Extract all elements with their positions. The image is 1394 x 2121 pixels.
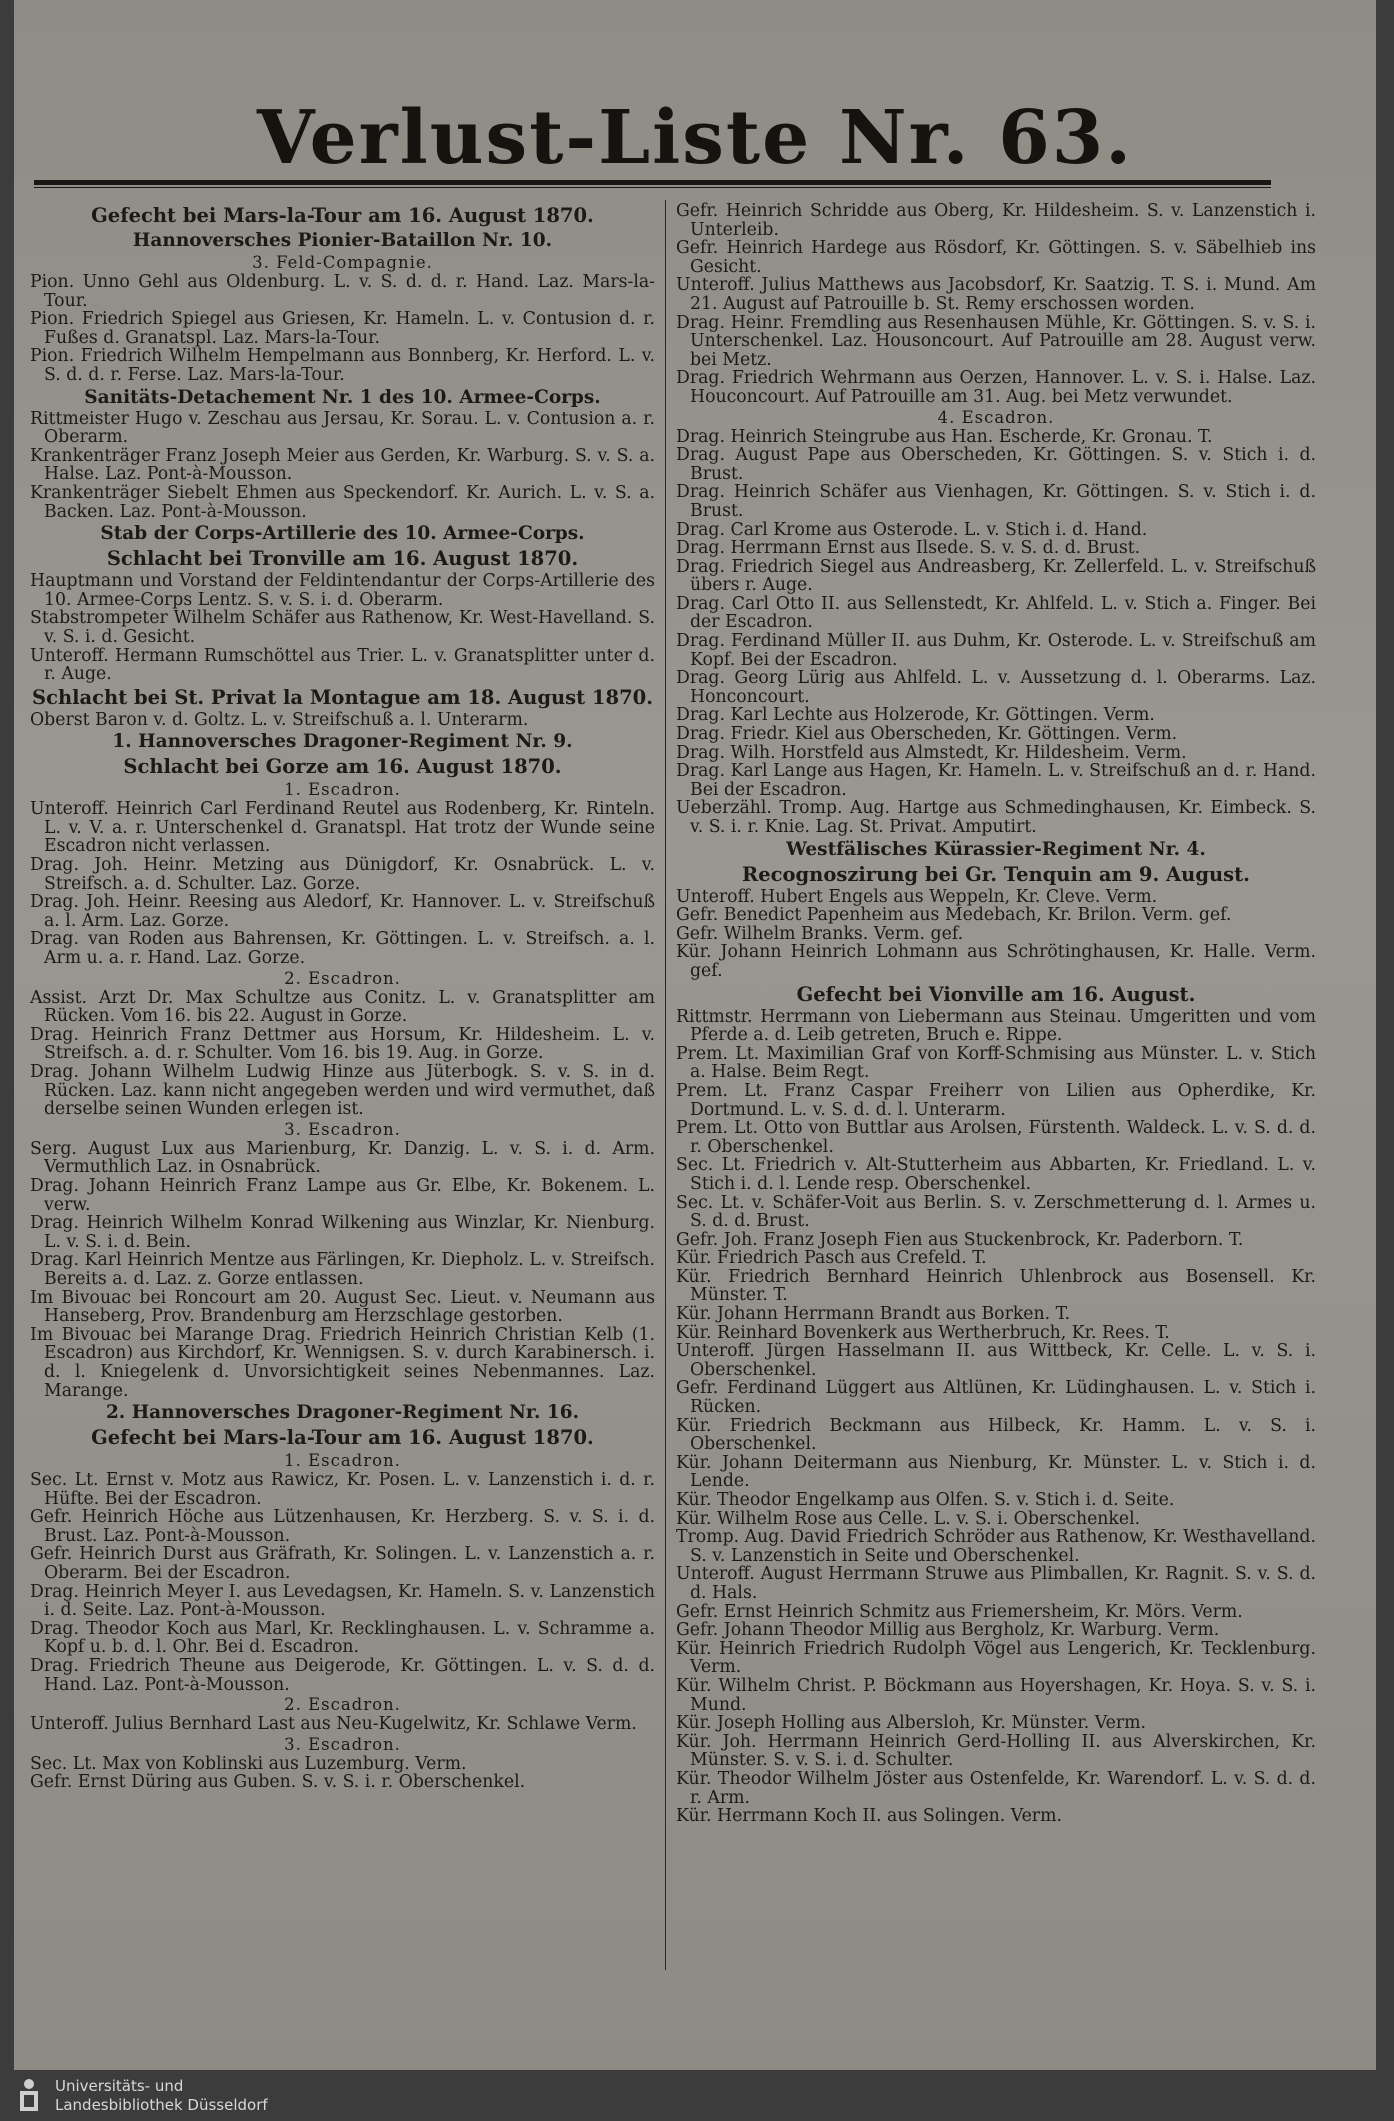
- newspaper-page: [14, 0, 1376, 2070]
- library-logo-icon: [14, 2076, 44, 2114]
- casualty-entry: Gefr. Heinrich Hardege aus Rösdorf, Kr. Göttingen. S. v. Säbelhieb ins Gesicht.: [676, 238, 1316, 277]
- casualty-entry: Sec. Lt. Max von Koblinski aus Luzemburg. Verm.: [30, 1753, 467, 1774]
- casualty-entry: Drag. Ferdinand Müller II. aus Duhm, Kr. Osterode. L. v. Streifschuß am Kopf. Bei der Escadron.: [676, 631, 1316, 670]
- casualty-entry: Kür. Wilhelm Christ. P. Böckmann aus Hoyershagen, Kr. Hoya. S. v. S. i. Mund.: [676, 1675, 1316, 1715]
- casualty-entry: Pion. Friedrich Wilhelm Hempelmann aus Bonnberg, Kr. Herford. L. v. S. d. d. r. Ferse. Laz. Mars-la-Tour.: [30, 346, 655, 385]
- footer-credit: [55, 2077, 268, 2115]
- casualty-entry: Pion. Unno Gehl aus Oldenburg. L. v. S. d. d. r. Hand. Laz. Mars-la-Tour.: [30, 272, 655, 311]
- casualty-entry: Unteroff. Heinrich Carl Ferdinand Reutel aus Rodenberg, Kr. Rinteln. L. v. V. a. r. Unterschenkel d. Granatspl. Hat trotz der Wunde seine Escadron nicht verlassen.: [30, 799, 655, 857]
- unit-heading: 1. Hannoversches Dragoner-Regiment Nr. 9.: [112, 731, 573, 753]
- casualty-entry: Kür. Theodor Engelkamp aus Olfen. S. v. Stich i. d. Seite.: [676, 1490, 1175, 1510]
- casualty-entry: Gefr. Benedict Papenheim aus Medebach, Kr. Brilon. Verm. gef.: [676, 905, 1232, 926]
- casualty-entry: Gefr. Ferdinand Lüggert aus Altlünen, Kr. Lüdinghausen. L. v. Stich i. Rücken.: [676, 1378, 1316, 1418]
- battle-heading: Recognoszirung bei Gr. Tenquin am 9. August.: [742, 862, 1250, 886]
- casualty-entry: Drag. Johann Heinrich Franz Lampe aus Gr. Elbe, Kr. Bokenem. L. verw.: [30, 1175, 655, 1215]
- footer-line-1: Universitäts- und: [55, 2077, 184, 2095]
- casualty-entry: Prem. Lt. Otto von Buttlar aus Arolsen, Fürstenth. Waldeck. L. v. S. d. d. r. Oberschenkel.: [676, 1118, 1316, 1157]
- casualty-entry: Kür. Theodor Wilhelm Jöster aus Ostenfelde, Kr. Warendorf. L. v. S. d. d. r. Arm.: [676, 1768, 1316, 1808]
- unit-heading: Hannoversches Pionier-Bataillon Nr. 10.: [132, 230, 553, 251]
- casualty-entry: Drag. Friedrich Theune aus Deigerode, Kr. Göttingen. L. v. S. d. d. Hand. Laz. Pont-à-Mousson.: [30, 1656, 655, 1695]
- subunit-heading: 2. Escadron.: [284, 1695, 401, 1715]
- casualty-entry: Rittmeister Hugo v. Zeschau aus Jersau, Kr. Sorau. L. v. Contusion a. r. Oberarm.: [30, 408, 655, 448]
- title-rule: [34, 180, 1271, 188]
- subunit-heading: 3. Escadron.: [284, 1119, 401, 1139]
- casualty-entry: Kür. Herrmann Koch II. aus Solingen. Verm.: [676, 1806, 1062, 1827]
- casualty-entry: Unteroff. Hermann Rumschöttel aus Trier. L. v. Granatsplitter unter d. r. Auge.: [30, 645, 655, 685]
- column-divider: [665, 200, 666, 1970]
- subunit-heading: 1. Escadron.: [284, 1451, 401, 1471]
- casualty-entry: Drag. Karl Heinrich Mentze aus Färlingen, Kr. Diepholz. L. v. Streifsch. Bereits a. d. Laz. z. Gorze entlassen.: [30, 1250, 655, 1289]
- casualty-entry: Kür. Friedrich Bernhard Heinrich Uhlenbrock aus Bosensell. Kr. Münster. T.: [676, 1266, 1316, 1306]
- right-column: [676, 202, 1316, 1826]
- casualty-entry: Unteroff. August Herrmann Struwe aus Plimballen, Kr. Ragnit. S. v. S. d. d. Hals.: [676, 1564, 1316, 1603]
- left-column: [30, 202, 655, 1792]
- casualty-entry: Drag. Heinrich Steingrube aus Han. Escherde, Kr. Gronau. T.: [676, 426, 1213, 447]
- casualty-entry: Drag. Wilh. Horstfeld aus Almstedt, Kr. Hildesheim. Verm.: [676, 742, 1187, 763]
- casualty-entry: Drag. Friedrich Siegel aus Andreasberg, Kr. Zellerfeld. L. v. Streifschuß übers r. Auge.: [676, 556, 1316, 596]
- casualty-entry: Im Bivouac bei Marange Drag. Friedrich Heinrich Christian Kelb (1. Escadron) aus Kirchdorf, Kr. Wennigsen. S. v. durch Karabinersch. i. d. l. Kniegelenk d. Unvorsichtigkeit seines Nebenmannes. Laz. Marange.: [30, 1324, 655, 1401]
- casualty-entry: Drag. Friedrich Wehrmann aus Oerzen, Hannover. L. v. S. i. Halse. Laz. Houconcourt. Auf Patrouille am 31. Aug. bei Metz verwundet.: [676, 368, 1316, 407]
- casualty-entry: Drag. van Roden aus Bahrensen, Kr. Göttingen. L. v. Streifsch. a. l. Arm u. a. r. Hand. Laz. Gorze.: [30, 929, 655, 969]
- casualty-entry: Prem. Lt. Franz Caspar Freiherr von Lilien aus Opherdike, Kr. Dortmund. L. v. S. d. d. l. Unterarm.: [676, 1080, 1316, 1120]
- casualty-entry: Drag. Theodor Koch aus Marl, Kr. Recklinghausen. L. v. Schramme a. Kopf u. b. d. l. Ohr. Bei d. Escadron.: [30, 1618, 655, 1658]
- casualty-entry: Drag. Carl Krome aus Osterode. L. v. Stich i. d. Hand.: [676, 519, 1148, 540]
- battle-heading: Schlacht bei Tronville am 16. August 1870.: [106, 547, 579, 571]
- casualty-entry: Gefr. Ernst Heinrich Schmitz aus Friemersheim, Kr. Mörs. Verm.: [676, 1601, 1243, 1622]
- casualty-entry: Drag. Heinrich Meyer I. aus Levedagsen, Kr. Hameln. S. v. Lanzenstich i. d. Seite. Laz. Pont-à-Mousson.: [30, 1581, 655, 1621]
- casualty-entry: Krankenträger Franz Joseph Meier aus Gerden, Kr. Warburg. S. v. S. a. Halse. Laz. Pont-à-Mousson.: [30, 445, 655, 485]
- page-title: Verlust-Liste Nr. 63.: [256, 95, 1134, 181]
- casualty-entry: Stabstrompeter Wilhelm Schäfer aus Rathenow, Kr. West-Havelland. S. v. S. i. d. Gesicht.: [30, 608, 655, 647]
- casualty-entry: Unteroff. Julius Bernhard Last aus Neu-Kugelwitz, Kr. Schlawe Verm.: [30, 1714, 637, 1735]
- subunit-heading: 4. Escadron.: [937, 407, 1055, 427]
- casualty-entry: Serg. August Lux aus Marienburg, Kr. Danzig. L. v. S. i. d. Arm. Vermuthlich Laz. in Osnabrück.: [30, 1138, 655, 1178]
- battle-heading: Gefecht bei Mars-la-Tour am 16. August 1870.: [91, 1426, 594, 1450]
- casualty-entry: Unteroff. Hubert Engels aus Weppeln, Kr. Cleve. Verm.: [676, 886, 1158, 907]
- casualty-entry: Drag. Joh. Heinr. Reesing aus Aledorf, Kr. Hannover. L. v. Streifschuß a. l. Arm. Laz. Gorze.: [30, 892, 655, 931]
- casualty-entry: Kür. Friedrich Pasch aus Crefeld. T.: [676, 1248, 987, 1269]
- casualty-entry: Drag. Karl Lechte aus Holzerode, Kr. Göttingen. Verm.: [676, 705, 1155, 726]
- casualty-entry: Drag. Georg Lürig aus Ahlfeld. L. v. Aussetzung d. l. Oberarms. Laz. Honconcourt.: [676, 668, 1316, 707]
- casualty-entry: Unteroff. Jürgen Hasselmann II. aus Wittbeck, Kr. Celle. L. v. S. i. Oberschenkel.: [676, 1341, 1316, 1380]
- casualty-entry: Sec. Lt. Ernst v. Motz aus Rawicz, Kr. Posen. L. v. Lanzenstich i. d. r. Hüfte. Bei der Escadron.: [30, 1470, 655, 1509]
- unit-heading: Westfälisches Kürassier-Regiment Nr. 4.: [786, 838, 1206, 860]
- casualty-entry: Rittmstr. Herrmann von Liebermann aus Steinau. Umgeritten und vom Pferde a. d. Leib getreten, Bruch e. Rippe.: [676, 1006, 1316, 1046]
- casualty-entry: Gefr. Ernst Düring aus Guben. S. v. S. i. r. Oberschenkel.: [30, 1772, 526, 1793]
- battle-heading: Schlacht bei St. Privat la Montague am 18. August 1870.: [31, 685, 653, 709]
- casualty-entry: Drag. Joh. Heinr. Metzing aus Dünigdorf, Kr. Osnabrück. L. v. Streifsch. a. d. Schulter. Laz. Gorze.: [30, 855, 655, 894]
- casualty-entry: Gefr. Joh. Franz Joseph Fien aus Stuckenbrock, Kr. Paderborn. T.: [676, 1229, 1244, 1250]
- subunit-heading: 1. Escadron.: [284, 780, 401, 800]
- casualty-entry: Drag. Heinrich Wilhelm Konrad Wilkening aus Winzlar, Kr. Nienburg. L. v. S. i. d. Bein.: [30, 1213, 655, 1252]
- casualty-entry: Ueberzähl. Tromp. Aug. Hartge aus Schmedinghausen, Kr. Eimbeck. S. v. S. i. r. Knie. Lag. St. Privat. Amputirt.: [676, 798, 1316, 837]
- casualty-entry: Im Bivouac bei Roncourt am 20. August Sec. Lieut. v. Neumann aus Hanseberg, Prov. Brandenburg am Herzschlage gestorben.: [30, 1287, 655, 1327]
- unit-heading: Sanitäts-Detachement Nr. 1 des 10. Armee-Corps.: [84, 386, 601, 408]
- unit-heading: 2. Hannoversches Dragoner-Regiment Nr. 16.: [105, 1402, 580, 1424]
- battle-heading: Gefecht bei Mars-la-Tour am 16. August 1870.: [91, 204, 594, 227]
- casualty-entry: Unteroff. Julius Matthews aus Jacobsdorf, Kr. Saatzig. T. S. i. Mund. Am 21. August auf Patrouille b. St. Remy erschossen worden.: [676, 275, 1316, 314]
- casualty-entry: Gefr. Johann Theodor Millig aus Bergholz, Kr. Warburg. Verm.: [676, 1620, 1220, 1641]
- unit-heading: Stab der Corps-Artillerie des 10. Armee-Corps.: [100, 523, 585, 545]
- casualty-entry: Sec. Lt. v. Schäfer-Voit aus Berlin. S. v. Zerschmetterung d. l. Armes u. S. d. d. Brust.: [676, 1192, 1316, 1232]
- casualty-entry: Hauptmann und Vorstand der Feldintendantur der Corps-Artillerie des 10. Armee-Corps Lentz. S. v. S. i. d. Oberarm.: [30, 571, 655, 610]
- casualty-entry: Sec. Lt. Friedrich v. Alt-Stutterheim aus Abbarten, Kr. Friedland. L. v. Stich i. d. l. Lende resp. Oberschenkel.: [676, 1155, 1316, 1194]
- casualty-entry: Drag. Heinr. Fremdling aus Resenhausen Mühle, Kr. Göttingen. S. v. S. i. Unterschenkel. Laz. Housoncourt. Auf Patrouille am 28. August verw. bei Metz.: [676, 312, 1316, 370]
- casualty-entry: Gefr. Heinrich Schridde aus Oberg, Kr. Hildesheim. S. v. Lanzenstich i. Unterleib.: [676, 201, 1316, 240]
- casualty-entry: Gefr. Heinrich Durst aus Gräfrath, Kr. Solingen. L. v. Lanzenstich a. r. Oberarm. Bei der Escadron.: [30, 1544, 655, 1584]
- subunit-heading: 2. Escadron.: [284, 968, 401, 988]
- casualty-entry: Tromp. Aug. David Friedrich Schröder aus Rathenow, Kr. Westhavelland. S. v. Lanzenstich in Seite und Oberschenkel.: [676, 1527, 1316, 1566]
- casualty-entry: Drag. Friedr. Kiel aus Oberscheden, Kr. Göttingen. Verm.: [676, 724, 1178, 745]
- casualty-entry: Prem. Lt. Maximilian Graf von Korff-Schmising aus Münster. L. v. Stich a. Halse. Beim Regt.: [676, 1043, 1316, 1083]
- casualty-entry: Kür. Heinrich Friedrich Rudolph Vögel aus Lengerich, Kr. Tecklenburg. Verm.: [676, 1638, 1316, 1678]
- casualty-entry: Gefr. Heinrich Höche aus Lützenhausen, Kr. Herzberg. S. v. S. i. d. Brust. Laz. Pont-à-Mousson.: [30, 1507, 655, 1546]
- casualty-entry: Drag. Heinrich Franz Dettmer aus Horsum, Kr. Hildesheim. L. v. Streifsch. a. d. r. Schulter. Vom 16. bis 19. Aug. in Gorze.: [30, 1024, 655, 1064]
- subunit-heading: 3. Feld-Compagnie.: [252, 253, 433, 272]
- casualty-entry: Drag. Carl Otto II. aus Sellenstedt, Kr. Ahlfeld. L. v. Stich a. Finger. Bei der Escadron.: [676, 593, 1316, 633]
- casualty-entry: Oberst Baron v. d. Goltz. L. v. Streifschuß a. l. Unterarm.: [30, 709, 529, 730]
- casualty-entry: Kür. Joh. Herrmann Heinrich Gerd-Holling II. aus Alverskirchen, Kr. Münster. S. v. S. i. d. Schulter.: [676, 1731, 1316, 1771]
- casualty-entry: Drag. Heinrich Schäfer aus Vienhagen, Kr. Göttingen. S. v. Stich i. d. Brust.: [676, 482, 1316, 521]
- battle-heading: Gefecht bei Vionville am 16. August.: [796, 982, 1196, 1006]
- casualty-entry: Drag. August Pape aus Oberscheden, Kr. Göttingen. S. v. Stich i. d. Brust.: [676, 445, 1316, 484]
- battle-heading: Schlacht bei Gorze am 16. August 1870.: [123, 755, 562, 779]
- casualty-entry: Kür. Friedrich Beckmann aus Hilbeck, Kr. Hamm. L. v. S. i. Oberschenkel.: [676, 1415, 1316, 1455]
- casualty-entry: Drag. Johann Wilhelm Ludwig Hinze aus Jüterbogk. S. v. S. in d. Rücken. Laz. kann nicht angegeben werden und wird vermuthet, daß derselbe seinen Wunden erlegen ist.: [30, 1062, 655, 1120]
- casualty-entry: Drag. Herrmann Ernst aus Ilsede. S. v. S. d. d. Brust.: [676, 538, 1141, 559]
- casualty-entry: Pion. Friedrich Spiegel aus Griesen, Kr. Hameln. L. v. Contusion d. r. Fußes d. Granatspl. Laz. Mars-la-Tour.: [30, 309, 655, 348]
- casualty-entry: Kür. Johann Herrmann Brandt aus Borken. T.: [676, 1304, 1071, 1325]
- footer-line-2: Landesbibliothek Düsseldorf: [55, 2096, 268, 2114]
- subunit-heading: 3. Escadron.: [284, 1734, 401, 1754]
- casualty-entry: Krankenträger Siebelt Ehmen aus Speckendorf. Kr. Aurich. L. v. S. a. Backen. Laz. Pont-à-Mousson.: [30, 482, 655, 522]
- casualty-entry: Kür. Johann Heinrich Lohmann aus Schrötinghausen, Kr. Halle. Verm. gef.: [676, 942, 1316, 981]
- casualty-entry: Drag. Karl Lange aus Hagen, Kr. Hameln. L. v. Streifschuß an d. r. Hand. Bei der Escadron.: [676, 761, 1316, 800]
- casualty-entry: Kür. Reinhard Bovenkerk aus Wertherbruch, Kr. Rees. T.: [676, 1322, 1170, 1343]
- casualty-entry: Kür. Wilhelm Rose aus Celle. L. v. S. i. Oberschenkel.: [676, 1508, 1141, 1529]
- casualty-entry: Kür. Joseph Holling aus Albersloh, Kr. Münster. Verm.: [676, 1713, 1146, 1734]
- casualty-entry: Kür. Johann Deitermann aus Nienburg, Kr. Münster. L. v. Stich i. d. Lende.: [676, 1452, 1316, 1492]
- casualty-entry: Assist. Arzt Dr. Max Schultze aus Conitz. L. v. Granatsplitter am Rücken. Vom 16. bis 22. August in Gorze.: [30, 987, 655, 1027]
- casualty-entry: Gefr. Wilhelm Branks. Verm. gef.: [676, 923, 964, 944]
